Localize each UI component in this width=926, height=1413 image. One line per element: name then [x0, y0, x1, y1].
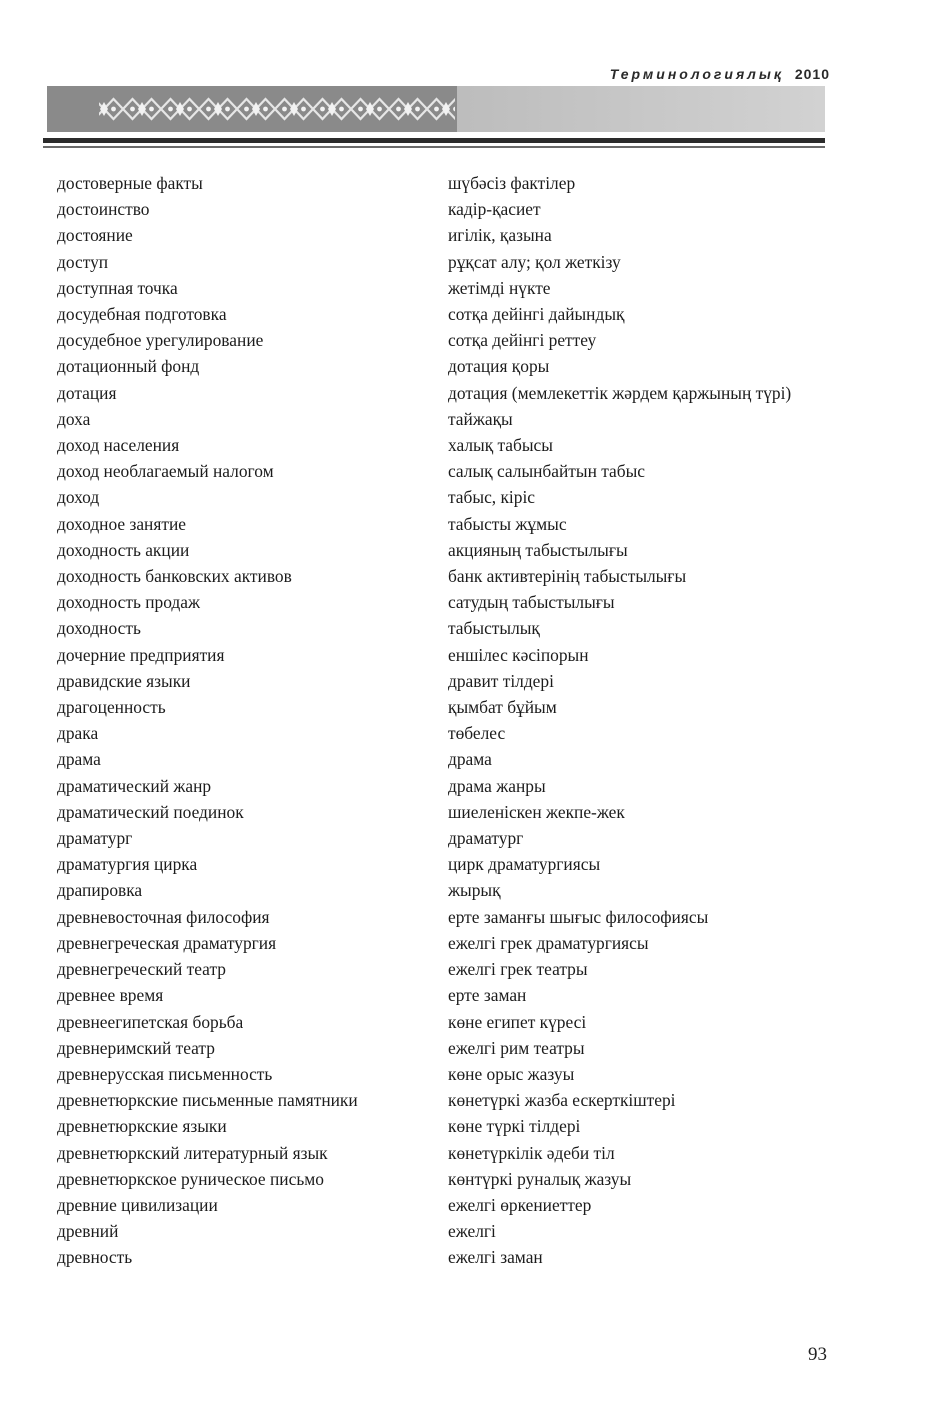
- entry-kazakh-term: ерте заманғы шығыс философиясы: [448, 906, 709, 927]
- entry-kazakh-term: драматург: [448, 828, 524, 849]
- dictionary-entry: [57, 720, 827, 746]
- entry-russian-term: доходность банковских активов: [57, 566, 292, 587]
- entry-kazakh-term: дотация (мемлекеттік жәрдем қаржының түрі): [448, 382, 792, 403]
- dictionary-entry: [57, 406, 827, 432]
- entry-russian-term: древнегреческий театр: [57, 959, 226, 980]
- dictionary-entry: [57, 170, 827, 196]
- entry-kazakh-term: жырық: [448, 880, 501, 901]
- entry-kazakh-term: көнетүркілік әдеби тіл: [448, 1142, 615, 1163]
- entry-kazakh-term: қымбат бұйым: [448, 697, 557, 718]
- entry-kazakh-term: шүбәсіз фактілер: [448, 173, 576, 193]
- dictionary-entry: [57, 615, 827, 641]
- dictionary-entry: [57, 353, 827, 379]
- dictionary-entry: [57, 956, 827, 982]
- entry-russian-term: доступ: [57, 251, 109, 272]
- dictionary-entry: [57, 877, 827, 903]
- entry-kazakh-term: дравит тілдері: [448, 670, 554, 691]
- dictionary-entry: [57, 537, 827, 563]
- entry-kazakh-term: ежелгі рим театры: [448, 1037, 585, 1058]
- dictionary-entry: [57, 222, 827, 248]
- entry-russian-term: достоинство: [57, 199, 150, 220]
- entry-kazakh-term: еншілес кәсіпорын: [448, 644, 589, 665]
- entry-kazakh-term: төбелес: [448, 723, 506, 744]
- entry-russian-term: драматургия цирка: [57, 854, 198, 875]
- entry-kazakh-term: сатудың табыстылығы: [448, 592, 615, 613]
- entry-kazakh-term: цирк драматургиясы: [448, 854, 601, 875]
- dictionary-entries: [57, 170, 827, 1271]
- entry-russian-term: древнеегипетская борьба: [57, 1011, 244, 1032]
- entry-russian-term: древний: [57, 1221, 119, 1242]
- entry-russian-term: доходность: [57, 618, 141, 639]
- entry-kazakh-term: ежелгі: [448, 1221, 496, 1242]
- entry-kazakh-term: ежелгі заман: [448, 1247, 543, 1268]
- dictionary-entry: [57, 851, 827, 877]
- header-band: [47, 86, 825, 132]
- dictionary-entry: [57, 668, 827, 694]
- entry-kazakh-term: акцияның табыстылығы: [448, 539, 628, 560]
- entry-russian-term: досудебное урегулирование: [57, 330, 264, 351]
- entry-russian-term: доход необлагаемый налогом: [57, 461, 274, 482]
- entry-kazakh-term: сотқа дейінгі дайындық: [448, 304, 625, 325]
- entry-russian-term: древние цивилизации: [57, 1194, 218, 1215]
- entry-kazakh-term: ежелгі грек драматургиясы: [448, 932, 649, 953]
- journal-title: [610, 66, 830, 82]
- dictionary-entry: [57, 484, 827, 510]
- dictionary-entry: [57, 511, 827, 537]
- entry-kazakh-term: ерте заман: [448, 985, 527, 1006]
- dictionary-entry: [57, 982, 827, 1008]
- entry-russian-term: дравидские языки: [57, 670, 191, 691]
- dictionary-entry: [57, 1140, 827, 1166]
- dictionary-entry: [57, 799, 827, 825]
- entry-kazakh-term: көнтүркі руналық жазуы: [448, 1168, 632, 1189]
- entry-russian-term: доступная точка: [57, 277, 178, 298]
- entry-russian-term: древность: [57, 1247, 133, 1268]
- entry-russian-term: доход: [57, 487, 100, 508]
- dictionary-entry: [57, 275, 827, 301]
- entry-kazakh-term: банк активтерінің табыстылығы: [448, 566, 687, 587]
- dictionary-entry: [57, 773, 827, 799]
- entry-russian-term: драгоценность: [57, 697, 166, 718]
- entry-kazakh-term: драма: [448, 749, 492, 770]
- dictionary-entry: [57, 563, 827, 589]
- dictionary-entry: [57, 196, 827, 222]
- dictionary-entry: [57, 1087, 827, 1113]
- entry-kazakh-term: игілік, қазына: [448, 225, 552, 246]
- dictionary-entry: [57, 825, 827, 851]
- entry-russian-term: драпировка: [57, 880, 143, 901]
- entry-kazakh-term: тайжақы: [448, 408, 513, 429]
- dictionary-entry: [57, 249, 827, 275]
- dictionary-entry: [57, 458, 827, 484]
- entry-russian-term: дотационный фонд: [57, 356, 200, 377]
- entry-kazakh-term: көне египет күресі: [448, 1011, 587, 1032]
- entry-kazakh-term: ежелгі өркениеттер: [448, 1194, 592, 1215]
- entry-russian-term: древнетюркские языки: [57, 1116, 227, 1137]
- dictionary-entry: [57, 1061, 827, 1087]
- entry-russian-term: дочерние предприятия: [57, 644, 225, 665]
- entry-kazakh-term: табыстылық: [448, 618, 540, 639]
- entry-russian-term: древнетюркское руническое письмо: [57, 1168, 324, 1189]
- entry-russian-term: древнегреческая драматургия: [57, 932, 277, 953]
- dictionary-entry: [57, 589, 827, 615]
- dictionary-entry: [57, 327, 827, 353]
- dictionary-entry: [57, 1113, 827, 1139]
- dictionary-entry: [57, 642, 827, 668]
- entry-russian-term: доха: [57, 408, 91, 429]
- journal-year: 2010: [794, 66, 830, 82]
- journal-title-text: Терминологиялық: [609, 66, 784, 82]
- entry-russian-term: дотация: [57, 382, 117, 403]
- entry-russian-term: древневосточная философия: [57, 906, 270, 927]
- dictionary-entry: [57, 1009, 827, 1035]
- entry-kazakh-term: жетімді нүкте: [448, 277, 551, 298]
- dictionary-entry: [57, 904, 827, 930]
- entry-kazakh-term: халық табысы: [448, 435, 553, 456]
- header-rule-thin: [43, 146, 825, 148]
- entry-russian-term: достояние: [57, 225, 133, 246]
- entry-kazakh-term: көне түркі тілдері: [448, 1116, 581, 1137]
- entry-russian-term: драматический жанр: [57, 775, 212, 796]
- entry-russian-term: драка: [57, 723, 99, 744]
- entry-russian-term: древнерусская письменность: [57, 1063, 273, 1084]
- entry-kazakh-term: дотация қоры: [448, 356, 550, 377]
- entry-russian-term: достоверные факты: [57, 173, 203, 193]
- dictionary-entry: [57, 1218, 827, 1244]
- entry-russian-term: древнетюркские письменные памятники: [57, 1090, 358, 1111]
- dictionary-entry: [57, 1192, 827, 1218]
- dictionary-entry: [57, 1166, 827, 1192]
- entry-kazakh-term: рұқсат алу; қол жеткізу: [448, 251, 621, 272]
- entry-kazakh-term: көнетүркі жазба ескерткіштері: [448, 1090, 676, 1111]
- page-number: 93: [808, 1344, 827, 1365]
- entry-kazakh-term: табыс, кіріс: [448, 487, 536, 508]
- dictionary-entry: [57, 1035, 827, 1061]
- entry-russian-term: доходность акции: [57, 539, 190, 560]
- dictionary-entry: [57, 1244, 827, 1270]
- entry-russian-term: древнетюркский литературный язык: [57, 1142, 328, 1163]
- entry-russian-term: драма: [57, 749, 101, 770]
- entry-russian-term: драматург: [57, 828, 133, 849]
- dictionary-entry: [57, 746, 827, 772]
- entry-russian-term: доходность продаж: [57, 592, 200, 613]
- entry-russian-term: драматический поединок: [57, 801, 244, 822]
- dictionary-entry: [57, 380, 827, 406]
- entry-kazakh-term: табысты жұмыс: [448, 513, 567, 534]
- header-rule-thick: [43, 138, 825, 143]
- entry-kazakh-term: ежелгі грек театры: [448, 959, 588, 980]
- entry-russian-term: древнее время: [57, 985, 164, 1006]
- dictionary-entry: [57, 301, 827, 327]
- entry-russian-term: древнеримский театр: [57, 1037, 215, 1058]
- dictionary-entry: [57, 432, 827, 458]
- entry-kazakh-term: көне орыс жазуы: [448, 1063, 575, 1084]
- entry-kazakh-term: шиеленіскен жекпе-жек: [448, 801, 625, 822]
- entry-kazakh-term: сотқа дейінгі реттеу: [448, 330, 597, 351]
- dictionary-entry: [57, 694, 827, 720]
- entry-russian-term: досудебная подготовка: [57, 304, 227, 325]
- dictionary-entry: [57, 930, 827, 956]
- ornament-pattern-icon: [47, 86, 457, 132]
- entry-russian-term: доходное занятие: [57, 513, 186, 534]
- entry-kazakh-term: салық салынбайтын табыс: [448, 461, 646, 482]
- entry-kazakh-term: кадір-қасиет: [448, 199, 541, 220]
- entry-kazakh-term: драма жанры: [448, 775, 546, 796]
- entry-russian-term: доход населения: [57, 435, 180, 456]
